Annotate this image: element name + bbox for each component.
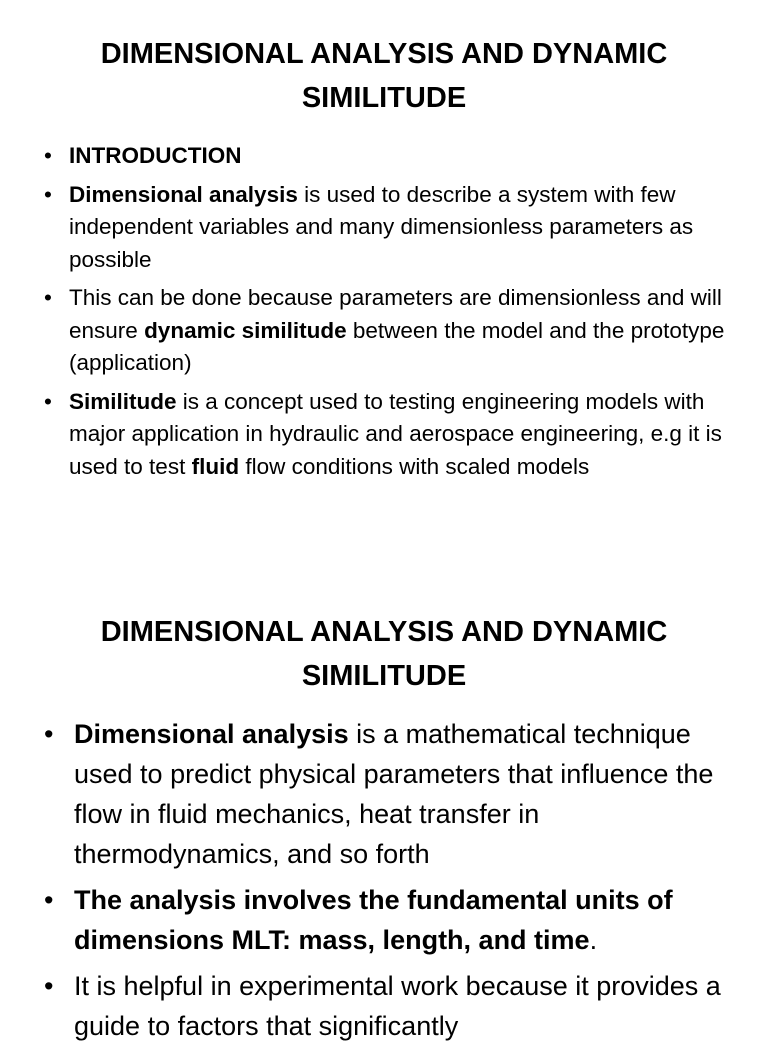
slide-1-bullet-dynamic-similitude — [44, 282, 734, 380]
bold-term: fluid — [191, 453, 240, 479]
slide-2-bullet-mlt — [44, 880, 734, 960]
slide-2-bullet-dimensional-analysis — [44, 714, 734, 874]
slide-1-bullet-introduction — [44, 140, 734, 173]
bullet-icon: • — [44, 885, 54, 915]
slide-1-bullet-list — [44, 140, 734, 489]
bullet-text: is a mathematical technique used to predict physical parameters that influence the flow in fluid mechanics, heat transfer in thermodynamics, and so forth — [74, 719, 714, 869]
slide-1-bullet-similitude — [44, 386, 734, 484]
bold-term: Dimensional analysis — [69, 181, 298, 207]
slide-1-title-line-1: DIMENSIONAL ANALYSIS AND DYNAMIC — [100, 38, 668, 70]
bullet-text: It is helpful in experimental work because it provides a guide to factors that significantly — [74, 971, 721, 1041]
bullet-icon: • — [44, 285, 52, 310]
bullet-text: is used to describe a system with few independent variables and many dimensionless parameters as possible — [69, 181, 694, 272]
slide-2-title-line-1: DIMENSIONAL ANALYSIS AND DYNAMIC — [100, 616, 668, 648]
bold-term: dynamic similitude — [144, 317, 347, 343]
bold-term: Similitude — [69, 388, 177, 414]
bullet-text: . — [589, 925, 598, 955]
bullet-text: between the model and the prototype (application) — [69, 317, 725, 375]
slide-2-bullet-list — [44, 714, 734, 1052]
bullet-icon: • — [44, 971, 54, 1001]
slide-2-bullet-experimental — [44, 966, 734, 1046]
intro-heading: INTRODUCTION — [69, 143, 242, 168]
bullet-icon: • — [44, 143, 52, 168]
slide-1-title — [40, 32, 728, 120]
bullet-text: flow conditions with scaled models — [239, 453, 590, 479]
bold-term: Dimensional analysis — [74, 719, 349, 749]
slide-1-bullet-dimensional-analysis — [44, 179, 734, 277]
bullet-icon: • — [44, 181, 52, 207]
slide-2-title-line-2: SIMILITUDE — [301, 660, 467, 692]
bullet-icon: • — [44, 388, 52, 414]
bullet-text: This can be done because parameters are dimensionless and will ensure — [69, 285, 722, 343]
bullet-icon: • — [44, 719, 54, 749]
slide-2 — [0, 580, 768, 1041]
slide-1-title-line-2: SIMILITUDE — [301, 82, 467, 114]
bold-term: The analysis involves the fundamental units of dimensions MLT: mass, length, and time — [74, 885, 673, 955]
slide-2-title — [40, 610, 728, 698]
bullet-text: is a concept used to testing engineering models with major application in hydraulic and aerospace engineering, e.g it is used to test — [69, 388, 722, 479]
